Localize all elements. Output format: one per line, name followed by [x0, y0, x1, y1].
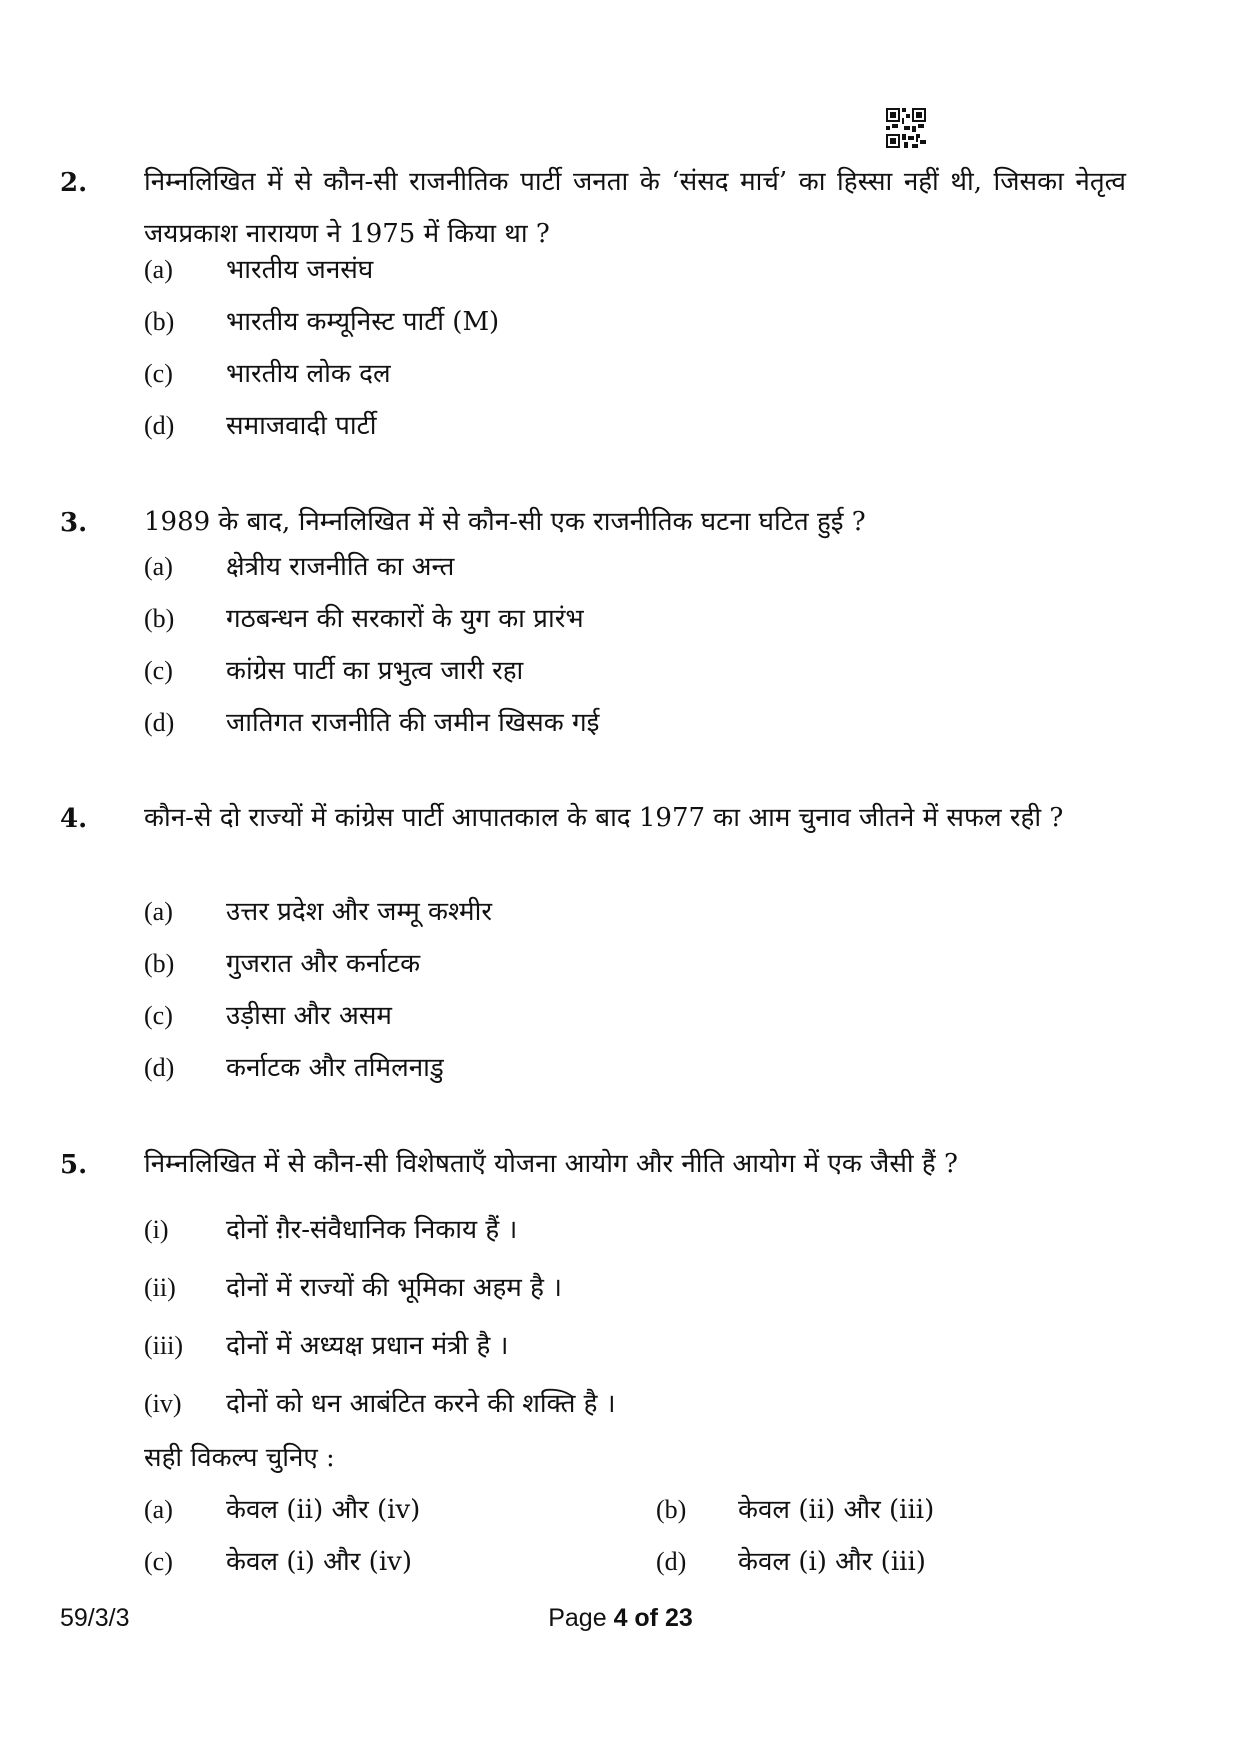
- option-label: (d): [144, 411, 175, 440]
- option-text: भारतीय जनसंघ: [226, 255, 374, 285]
- option-text: उड़ीसा और असम: [226, 1001, 392, 1031]
- option-text: भारतीय कम्यूनिस्ट पार्टी (M): [226, 307, 500, 337]
- option-label: (b): [144, 949, 175, 978]
- option-text: जातिगत राजनीति की जमीन खिसक गई: [226, 708, 600, 738]
- question-text: निम्नलिखित में से कौन-सी राजनीतिक पार्टी जनता के ‘संसद मार्च’ का हिस्सा नहीं थी, जिसका नेतृत्व जयप्रकाश नारायण ने 1975 में किया था ?: [144, 167, 1126, 249]
- question-text: निम्नलिखित में से कौन-सी विशेषताएँ योजना आयोग और नीति आयोग में एक जैसी हैं ?: [144, 1149, 958, 1179]
- option-label: (c): [144, 1001, 173, 1030]
- option-text: कांग्रेस पार्टी का प्रभुत्व जारी रहा: [226, 656, 524, 686]
- option-label: (d): [144, 1053, 175, 1082]
- option-text: केवल (ii) और (iii): [738, 1495, 935, 1525]
- option-text: केवल (ii) और (iv): [226, 1495, 421, 1525]
- option-label: (c): [144, 656, 173, 685]
- option-label: (b): [144, 604, 175, 633]
- page-number: 4: [613, 1604, 628, 1632]
- question-text: कौन-से दो राज्यों में कांग्रेस पार्टी आपातकाल के बाद 1977 का आम चुनाव जीतने में सफल रही ?: [144, 803, 1064, 833]
- option-label: (a): [144, 255, 173, 284]
- page-total: 23: [664, 1604, 693, 1632]
- option-label: (c): [144, 359, 173, 388]
- question-number: 5.: [60, 1150, 88, 1180]
- statement-text: दोनों में अध्यक्ष प्रधान मंत्री है ।: [226, 1331, 509, 1361]
- page-of: of: [627, 1604, 665, 1632]
- instruction-text: सही विकल्प चुनिए :: [144, 1443, 335, 1473]
- option-label: (a): [144, 552, 173, 581]
- option-text: समाजवादी पार्टी: [226, 411, 377, 441]
- option-text: उत्तर प्रदेश और जम्मू कश्मीर: [226, 897, 492, 927]
- qr-code-icon: [886, 108, 926, 148]
- option-text: गठबन्धन की सरकारों के युग का प्रारंभ: [226, 604, 584, 634]
- option-label: (b): [656, 1495, 687, 1524]
- paper-code: 59/3/3: [60, 1604, 130, 1632]
- question-number: 4.: [60, 804, 88, 834]
- question-text: 1989 के बाद, निम्नलिखित में से कौन-सी एक राजनीतिक घटना घटित हुई ?: [144, 507, 866, 537]
- statement-text: दोनों ग़ैर-संवैधानिक निकाय हैं ।: [226, 1215, 518, 1245]
- question-number: 2.: [60, 168, 88, 198]
- option-text: केवल (i) और (iii): [738, 1547, 926, 1577]
- statement-label: (i): [144, 1215, 169, 1244]
- statement-label: (ii): [144, 1273, 176, 1302]
- statement-text: दोनों में राज्यों की भूमिका अहम है ।: [226, 1273, 563, 1303]
- option-label: (d): [656, 1547, 687, 1576]
- page-prefix: Page: [548, 1604, 614, 1632]
- option-label: (d): [144, 708, 175, 737]
- statement-label: (iii): [144, 1331, 183, 1360]
- option-text: गुजरात और कर्नाटक: [226, 949, 421, 979]
- statement-label: (iv): [144, 1389, 182, 1418]
- question-number: 3.: [60, 508, 88, 538]
- statement-text: दोनों को धन आबंटित करने की शक्ति है ।: [226, 1389, 616, 1419]
- option-label: (a): [144, 1495, 173, 1524]
- option-label: (b): [144, 307, 175, 336]
- option-label: (a): [144, 897, 173, 926]
- option-label: (c): [144, 1547, 173, 1576]
- option-text: केवल (i) और (iv): [226, 1547, 412, 1577]
- option-text: क्षेत्रीय राजनीति का अन्त: [226, 552, 455, 582]
- option-text: कर्नाटक और तमिलनाडु: [226, 1053, 444, 1083]
- option-text: भारतीय लोक दल: [226, 359, 391, 389]
- page-indicator: [0, 1604, 1241, 1633]
